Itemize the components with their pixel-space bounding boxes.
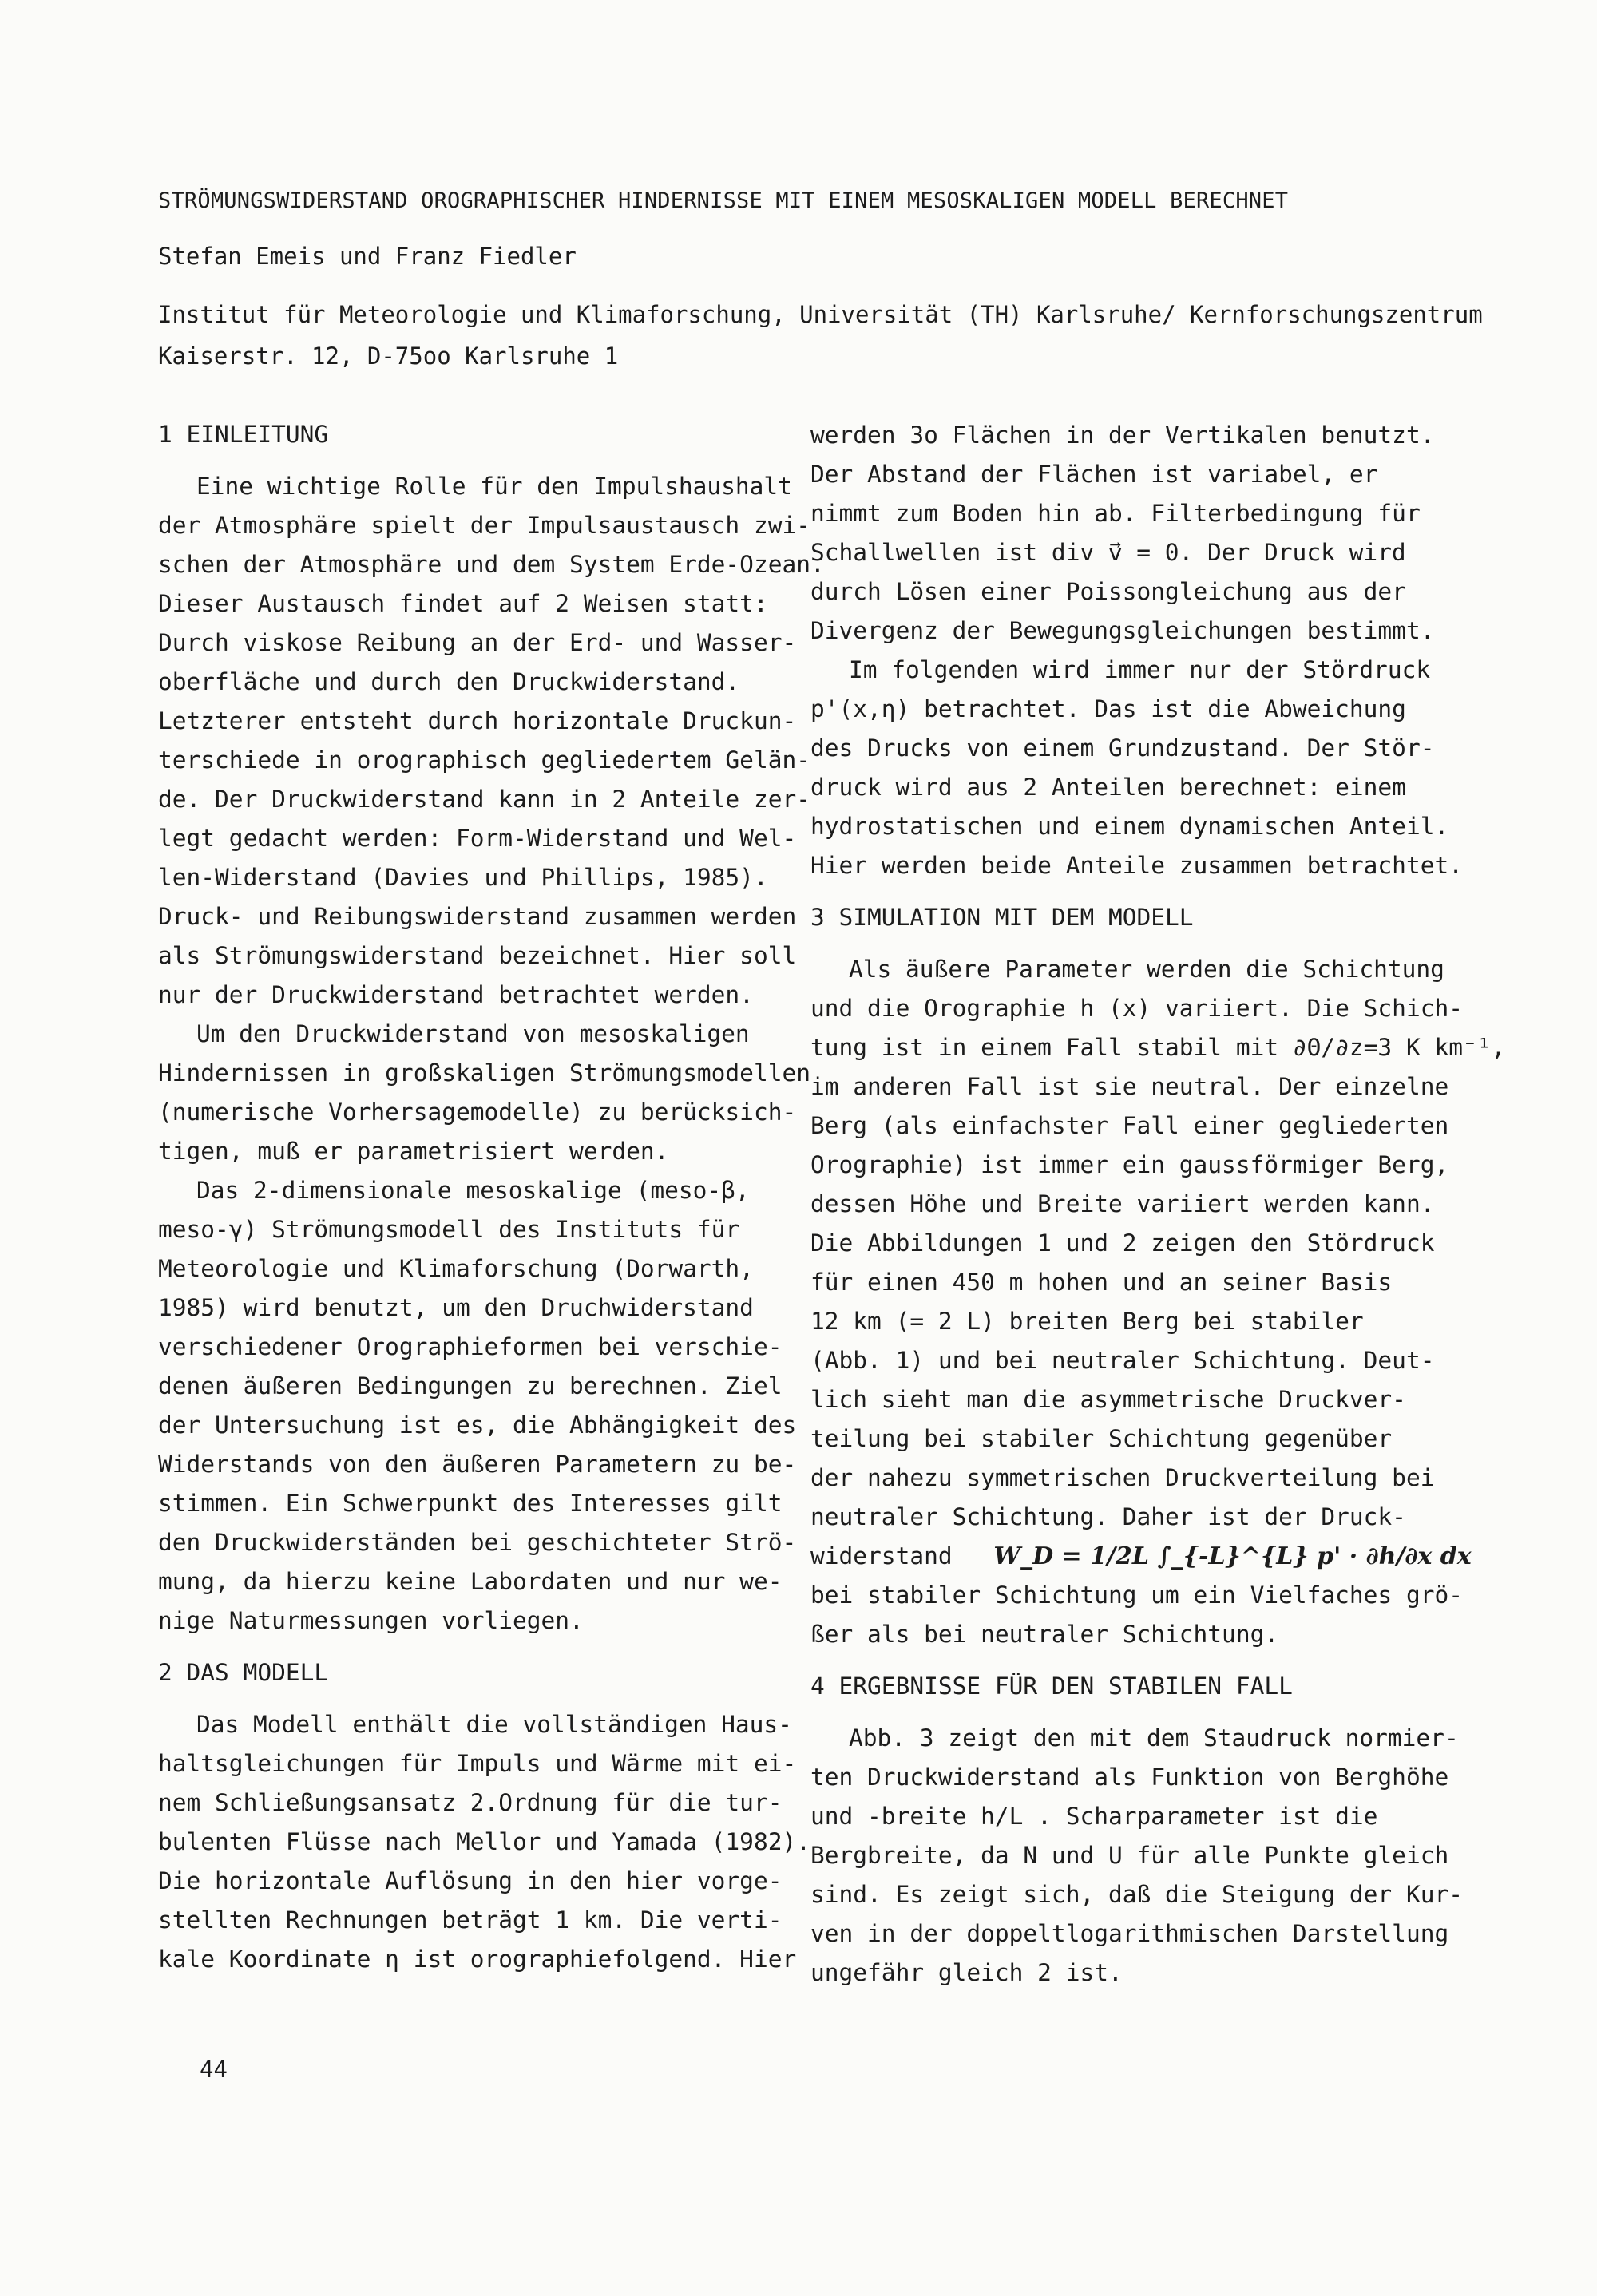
- text-line: Letzterer entsteht durch horizontale Druckun-: [158, 707, 797, 734]
- text-line: nige Naturmessungen vorliegen.: [158, 1607, 584, 1634]
- paragraph: [158, 1015, 810, 1171]
- text-line: mung, da hierzu keine Labordaten und nur we-: [158, 1568, 783, 1595]
- text-line: meso-γ) Strömungsmodell des Instituts für: [158, 1216, 740, 1243]
- text-line: ungefähr gleich 2 ist.: [810, 1959, 1123, 1986]
- section-heading-4: 4 ERGEBNISSE FÜR DEN STABILEN FALL: [810, 1673, 1293, 1700]
- text-line: Meteorologie und Klimaforschung (Dorwarth,: [158, 1255, 754, 1282]
- paragraph: [810, 1576, 1463, 1654]
- text-line: Widerstands von den äußeren Parametern zu be-: [158, 1451, 797, 1478]
- text-line: Das Modell enthält die vollständigen Haus-: [196, 1711, 792, 1738]
- text-line: Druck- und Reibungswiderstand zusammen werden: [158, 903, 797, 930]
- text-line: Orographie) ist immer ein gaussförmiger Berg,: [810, 1151, 1449, 1178]
- text-line: bei stabiler Schichtung um ein Vielfaches grö-: [810, 1581, 1463, 1609]
- institution: Institut für Meteorologie und Klimaforschung, Universität (TH) Karlsruhe/ Kernforschungszentrum: [158, 301, 1483, 328]
- page-number: 44: [200, 2056, 228, 2083]
- text-line: bulenten Flüsse nach Mellor und Yamada (1982).: [158, 1828, 810, 1855]
- formula-line: [810, 1537, 1472, 1576]
- text-line: 1985) wird benutzt, um den Druchwiderstand: [158, 1294, 754, 1321]
- text-line: Divergenz der Bewegungsgleichungen bestimmt.: [810, 617, 1435, 644]
- text-line: Eine wichtige Rolle für den Impulshaushalt: [196, 473, 792, 500]
- text-line: legt gedacht werden: Form-Widerstand und Wel-: [158, 825, 797, 852]
- text-line: verschiedener Orographieformen bei verschie-: [158, 1333, 783, 1360]
- formula-label: widerstand: [810, 1542, 953, 1570]
- left-column: [158, 415, 825, 1979]
- text-line: nur der Druckwiderstand betrachtet werden.: [158, 981, 754, 1008]
- authors: Stefan Emeis und Franz Fiedler: [158, 243, 577, 270]
- text-line: denen äußeren Bedingungen zu berechnen. Ziel: [158, 1372, 783, 1399]
- text-line: Abb. 3 zeigt den mit dem Staudruck normier-: [849, 1724, 1459, 1752]
- paper-title: STRÖMUNGSWIDERSTAND OROGRAPHISCHER HINDERNISSE MIT EINEM MESOSKALIGEN MODELL BERECHNET: [158, 188, 1289, 213]
- paragraph: [810, 416, 1433, 651]
- text-line: stimmen. Ein Schwerpunkt des Interesses gilt: [158, 1490, 783, 1517]
- text-line: Die horizontale Auflösung in den hier vorge-: [158, 1867, 783, 1894]
- text-line: Die Abbildungen 1 und 2 zeigen den Stördruck: [810, 1229, 1435, 1257]
- text-line: p'(x,η) betrachtet. Das ist die Abweichung: [810, 695, 1406, 722]
- text-line: terschiede in orographisch gegliedertem Gelän-: [158, 746, 810, 774]
- text-line: neutraler Schichtung. Daher ist der Druck-: [810, 1503, 1406, 1530]
- text-line: len-Widerstand (Davies und Phillips, 1985).: [158, 864, 768, 891]
- text-line: kale Koordinate η ist orographiefolgend. Hier: [158, 1946, 797, 1973]
- text-line: und -breite h/L . Scharparameter ist die: [810, 1803, 1378, 1830]
- text-line: für einen 450 m hohen und an seiner Basis: [810, 1269, 1393, 1296]
- text-line: der nahezu symmetrischen Druckverteilung bei: [810, 1464, 1435, 1491]
- paragraph: [810, 950, 1506, 1537]
- section-heading-2: 2 DAS MODELL: [158, 1659, 329, 1686]
- text-line: als Strömungswiderstand bezeichnet. Hier soll: [158, 942, 797, 969]
- text-line: schen der Atmosphäre und dem System Erde-Ozean.: [158, 551, 825, 578]
- text-line: und die Orographie h (x) variiert. Die Schich-: [810, 995, 1463, 1022]
- address: Kaiserstr. 12, D-75oo Karlsruhe 1: [158, 342, 619, 370]
- text-line: Das 2-dimensionale mesoskalige (meso-β,: [196, 1177, 750, 1204]
- drag-formula: W_D = 1/2L ∫_{-L}^{L} p' · ∂h/∂x dx: [993, 1542, 1472, 1570]
- affiliation: [158, 294, 1483, 377]
- text-line: 12 km (= 2 L) breiten Berg bei stabiler: [810, 1308, 1364, 1335]
- text-line: lich sieht man die asymmetrische Druckver-: [810, 1386, 1406, 1413]
- paragraph: [158, 1705, 810, 1940]
- text-line: werden 3o Flächen in der Vertikalen benutzt.: [810, 422, 1435, 449]
- section-heading-1: 1 EINLEITUNG: [158, 421, 329, 448]
- text-line: im anderen Fall ist sie neutral. Der einzelne: [810, 1073, 1449, 1100]
- text-line: nimmt zum Boden hin ab. Filterbedingung für: [810, 500, 1421, 527]
- text-line: ßer als bei neutraler Schichtung.: [810, 1621, 1279, 1648]
- text-line: teilung bei stabiler Schichtung gegenüber: [810, 1425, 1393, 1452]
- right-column: [810, 416, 1506, 1993]
- text-line: Schallwellen ist div v⃗ = 0. Der Druck wird: [810, 539, 1406, 566]
- paragraph: [810, 1719, 1463, 1993]
- text-line: Als äußere Parameter werden die Schichtung: [849, 956, 1444, 983]
- text-line: des Drucks von einem Grundzustand. Der Stör-: [810, 734, 1435, 762]
- text-line: Hindernissen in großskaligen Strömungsmodellen: [158, 1059, 810, 1087]
- text-line: der Untersuchung ist es, die Abhängigkeit des: [158, 1411, 797, 1439]
- text-line: stellten Rechnungen beträgt 1 km. Die verti-: [158, 1906, 783, 1934]
- text-line: de. Der Druckwiderstand kann in 2 Anteile zer-: [158, 786, 810, 813]
- text-line: Der Abstand der Flächen ist variabel, er: [810, 461, 1378, 488]
- text-line: Dieser Austausch findet auf 2 Weisen statt:: [158, 590, 768, 617]
- text-line: sind. Es zeigt sich, daß die Steigung der Kur-: [810, 1881, 1463, 1908]
- text-line: druck wird aus 2 Anteilen berechnet: einem: [810, 774, 1406, 801]
- text-line: durch Lösen einer Poissongleichung aus der: [810, 578, 1406, 605]
- paragraph: [158, 1249, 797, 1641]
- text-line: tung ist in einem Fall stabil mit ∂Θ/∂z=3 K km⁻¹,: [810, 1034, 1506, 1061]
- paragraph: [810, 651, 1463, 885]
- text-line: oberfläche und durch den Druckwiderstand.: [158, 668, 740, 695]
- text-line: ten Druckwiderstand als Funktion von Berghöhe: [810, 1764, 1449, 1791]
- text-line: (Abb. 1) und bei neutraler Schichtung. Deut-: [810, 1347, 1435, 1374]
- text-line: nem Schließungsansatz 2.Ordnung für die tur-: [158, 1789, 783, 1816]
- text-line: Im folgenden wird immer nur der Stördruck: [849, 656, 1431, 683]
- text-line: der Atmosphäre spielt der Impulsaustausch zwi-: [158, 512, 810, 539]
- text-line: Um den Druckwiderstand von mesoskaligen: [196, 1020, 750, 1047]
- text-line: hydrostatischen und einem dynamischen Anteil.: [810, 813, 1449, 840]
- text-line: Berg (als einfachster Fall einer gegliederten: [810, 1112, 1449, 1139]
- text-line: ven in der doppeltlogarithmischen Darstellung: [810, 1920, 1449, 1947]
- text-line: tigen, muß er parametrisiert werden.: [158, 1138, 669, 1165]
- text-line: dessen Höhe und Breite variiert werden kann.: [810, 1190, 1435, 1217]
- text-line: Bergbreite, da N und U für alle Punkte gleich: [810, 1842, 1449, 1869]
- paragraph: [158, 467, 825, 1015]
- text-line: den Druckwiderständen bei geschichteter Strö-: [158, 1529, 797, 1556]
- text-line: Durch viskose Reibung an der Erd- und Wasser-: [158, 629, 797, 656]
- text-line: (numerische Vorhersagemodelle) zu berücksich-: [158, 1099, 797, 1126]
- section-heading-3: 3 SIMULATION MIT DEM MODELL: [810, 904, 1194, 931]
- text-line: haltsgleichungen für Impuls und Wärme mit ei-: [158, 1750, 797, 1777]
- text-line: Hier werden beide Anteile zusammen betrachtet.: [810, 852, 1463, 879]
